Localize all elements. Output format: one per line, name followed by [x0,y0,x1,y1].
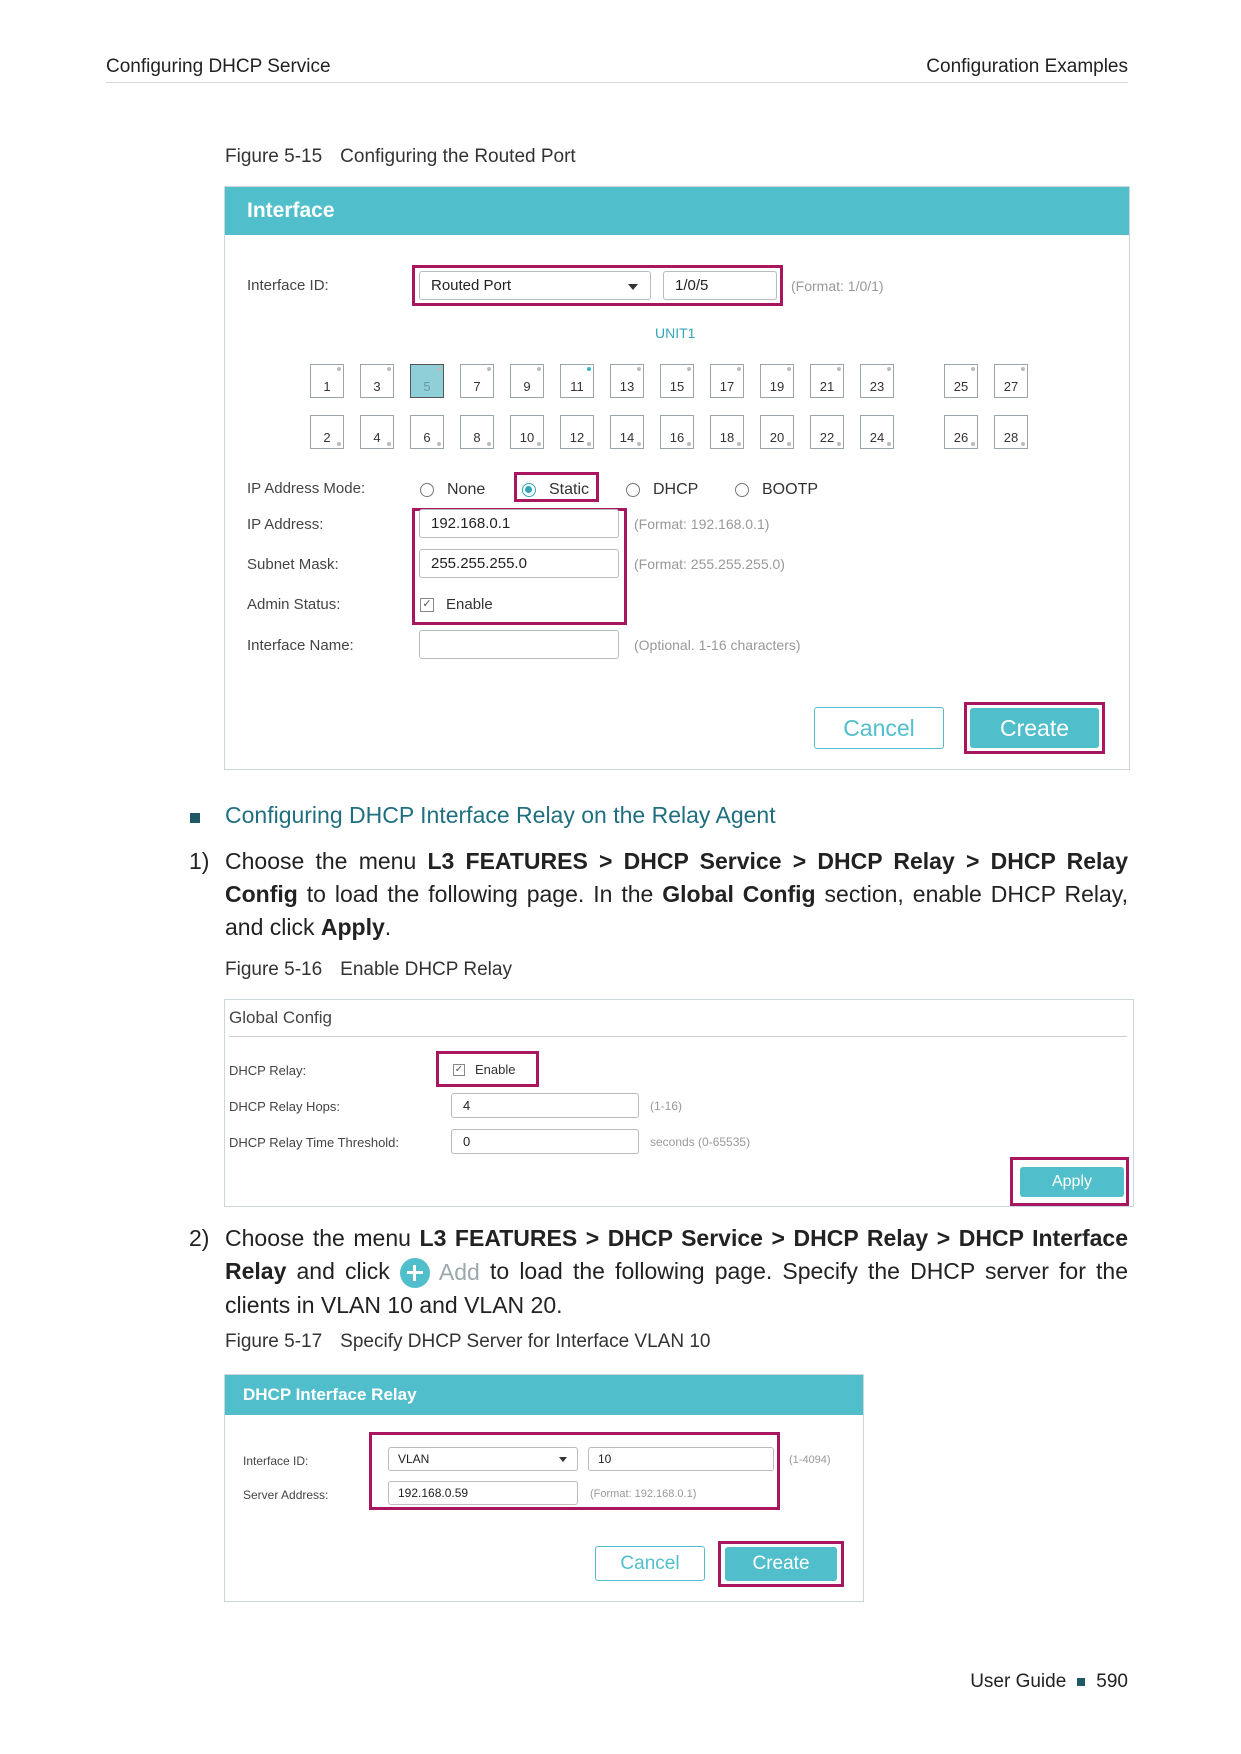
interface-type-value: Routed Port [431,277,512,294]
panel-divider [229,1036,1127,1037]
port-number: 14 [619,430,635,445]
port-27[interactable] [994,364,1028,398]
port-18[interactable] [710,415,744,449]
port-status-dot [971,442,975,446]
port-number: 4 [373,430,381,445]
subnet-mask-input[interactable]: 255.255.255.0 [419,549,619,578]
ip-format-hint: (Format: 192.168.0.1) [634,516,770,532]
port-number: 9 [523,379,531,394]
port-22[interactable] [810,415,844,449]
running-header-right: Configuration Examples [926,56,1128,77]
port-number: 19 [769,379,785,394]
interface-name-input[interactable] [419,630,619,659]
port-status-dot [537,367,541,371]
port-number: 10 [519,430,535,445]
time-threshold-input[interactable]: 0 [451,1129,639,1154]
port-number: 8 [473,430,481,445]
port-28[interactable] [994,415,1028,449]
figure-number: Figure 5-15 [225,146,323,167]
port-number: 23 [869,379,885,394]
port-12[interactable] [560,415,594,449]
text-run: to load the following page. Specify the DHCP server for the clients in VLAN 10 and VLAN 20. [225,1258,1128,1319]
relay-hops-input[interactable]: 4 [451,1093,639,1118]
port-25[interactable] [944,364,978,398]
radio-static[interactable] [522,481,589,499]
port-number: 15 [669,379,685,394]
port-number: 26 [953,430,969,445]
radio-circle [735,483,749,497]
radio-circle [420,483,434,497]
step-number: 2) [189,1225,210,1251]
text-run: and click [286,1258,400,1284]
name-format-hint: (Optional. 1-16 characters) [634,637,801,653]
chevron-down-icon [559,1457,567,1462]
step-number: 1) [189,848,210,874]
port-status-dot [637,442,641,446]
port-number: 24 [869,430,885,445]
port-status-dot [687,367,691,371]
admin-status-label: Admin Status: [247,596,341,613]
interface-type-value: VLAN [398,1452,430,1466]
port-number: 6 [423,430,431,445]
port-20[interactable] [760,415,794,449]
port-status-dot [337,442,341,446]
port-status-dot [587,442,591,446]
port-status-dot [737,367,741,371]
hops-range-hint: (1-16) [650,1099,683,1113]
menu-path: L3 FEATURES > DHCP Service > DHCP Relay > DHCP Interface Relay [225,1225,1128,1284]
port-15[interactable] [660,364,694,398]
figure-number: Figure 5-16 [225,959,323,980]
figure-caption [225,146,576,168]
add-label: Add [438,1259,480,1286]
global-config-panel [224,999,1134,1207]
interface-type-select[interactable] [388,1447,578,1471]
interface-id-input[interactable]: 1/0/5 [663,271,777,300]
port-number: 3 [373,379,381,394]
radio-bootp[interactable] [735,481,818,499]
mask-format-hint: (Format: 255.255.255.0) [634,556,785,572]
port-status-dot [887,442,891,446]
port-17[interactable] [710,364,744,398]
port-status-dot [437,367,441,371]
port-status-dot [487,442,491,446]
port-number: 22 [819,430,835,445]
port-status-dot [687,442,691,446]
interface-name-label: Interface Name: [247,637,354,654]
port-number: 27 [1003,379,1019,394]
admin-status-checkbox[interactable] [420,596,493,613]
vlan-range-hint: (1-4094) [789,1454,831,1466]
text-run: Choose the menu [225,848,428,874]
port-24[interactable] [860,415,894,449]
port-number: 1 [323,379,331,394]
port-status-dot [637,367,641,371]
cancel-button[interactable]: Cancel [595,1546,705,1581]
apply-button[interactable]: Apply [1020,1167,1124,1197]
port-number: 18 [719,430,735,445]
text-run: to load the following page. In the [297,881,663,907]
step-2-text [225,1222,1128,1322]
port-1[interactable] [310,364,344,398]
port-status-dot [437,442,441,446]
port-number: 20 [769,430,785,445]
panel-title: Global Config [229,1008,333,1027]
ip-address-input[interactable]: 192.168.0.1 [419,509,619,538]
interface-format-hint: (Format: 1/0/1) [791,278,884,294]
port-6[interactable] [410,415,444,449]
port-number: 11 [570,379,584,394]
radio-label: BOOTP [762,481,819,498]
radio-dhcp[interactable] [626,481,698,499]
section-heading: Configuring DHCP Interface Relay on the Relay Agent [225,802,776,828]
add-button-inline [400,1256,480,1289]
footer-separator [1077,1678,1085,1686]
port-status-dot [487,367,491,371]
port-21[interactable] [810,364,844,398]
port-16[interactable] [660,415,694,449]
port-status-dot [1021,442,1025,446]
port-26[interactable] [944,415,978,449]
interface-id-label: Interface ID: [243,1454,309,1468]
radio-label: None [447,481,486,498]
port-status-dot [387,442,391,446]
port-status-dot [587,367,591,371]
server-address-input[interactable]: 192.168.0.59 [388,1481,578,1505]
port-9[interactable] [510,364,544,398]
port-status-dot [387,367,391,371]
dhcp-relay-checkbox[interactable] [453,1062,515,1077]
port-number: 5 [423,379,431,394]
relay-hops-label: DHCP Relay Hops: [229,1099,341,1114]
port-status-dot [537,442,541,446]
port-23[interactable] [860,364,894,398]
checkbox-label: Enable [446,596,493,613]
port-8[interactable] [460,415,494,449]
radio-circle [626,483,640,497]
ip-mode-label: IP Address Mode: [247,480,366,497]
port-14[interactable] [610,415,644,449]
footer-label: User Guide [970,1671,1067,1692]
figure-number: Figure 5-17 [225,1331,323,1352]
unit-label: UNIT1 [655,325,696,341]
port-5[interactable] [410,364,444,398]
dhcp-relay-label: DHCP Relay: [229,1063,307,1078]
plus-circle-icon [400,1258,430,1288]
port-number: 7 [473,379,481,394]
port-2[interactable] [310,415,344,449]
page-number: 590 [1096,1671,1128,1692]
figure-title: Enable DHCP Relay [340,959,512,980]
port-number: 25 [953,379,969,394]
running-header-left: Configuring DHCP Service [106,56,331,77]
panel-title: DHCP Interface Relay [225,1375,863,1415]
port-10[interactable] [510,415,544,449]
subnet-mask-label: Subnet Mask: [247,556,339,573]
port-number: 2 [323,430,331,445]
check-icon: ✓ [420,598,434,612]
create-button[interactable]: Create [970,708,1099,748]
header-divider [106,82,1128,83]
ip-address-label: IP Address: [247,516,324,533]
port-status-dot [887,367,891,371]
radio-label: DHCP [653,481,699,498]
radio-circle-selected [522,483,536,497]
create-button[interactable]: Create [725,1547,837,1581]
port-number: 12 [569,430,585,445]
check-icon: ✓ [454,1063,464,1075]
port-status-dot [837,442,841,446]
port-3[interactable] [360,364,394,398]
interface-id-label: Interface ID: [247,277,329,294]
threshold-range-hint: seconds (0-65535) [650,1135,751,1149]
port-number: 17 [719,379,735,394]
port-status-dot [837,367,841,371]
port-19[interactable] [760,364,794,398]
port-status-dot [787,442,791,446]
text-run: section, enable DHCP Relay, and click [225,881,1128,940]
vlan-id-input[interactable]: 10 [588,1447,774,1471]
port-status-dot [337,367,341,371]
port-11[interactable] [560,364,594,398]
server-address-label: Server Address: [243,1488,329,1502]
button-name: Apply [320,914,385,940]
radio-none[interactable] [420,481,485,499]
step-1-text [225,845,1128,944]
checkbox-label: Enable [475,1062,516,1077]
port-number: 21 [819,379,835,394]
menu-path: L3 FEATURES > DHCP Service > DHCP Relay > DHCP Relay Config [225,848,1128,907]
text-run: . [384,914,392,940]
radio-label: Static [549,481,590,498]
port-status-dot [1021,367,1025,371]
port-status-dot [971,367,975,371]
time-threshold-label: DHCP Relay Time Threshold: [229,1135,400,1150]
port-number: 16 [669,430,685,445]
cancel-button[interactable]: Cancel [814,707,944,749]
port-number: 13 [619,379,635,394]
page-footer [970,1671,1128,1693]
bullet-square [190,813,200,823]
port-status-dot [737,442,741,446]
dhcp-interface-relay-panel [224,1374,864,1602]
figure-caption [225,1331,710,1353]
port-13[interactable] [610,364,644,398]
interface-panel [224,186,1130,770]
port-number: 28 [1003,430,1019,445]
figure-caption [225,959,512,981]
section-name: Global Config [662,881,816,907]
interface-type-select[interactable] [419,271,651,300]
server-format-hint: (Format: 192.168.0.1) [590,1488,697,1500]
text-run: Choose the menu [225,1225,420,1251]
port-7[interactable] [460,364,494,398]
chevron-down-icon [628,284,638,290]
panel-title: Interface [225,187,1129,235]
figure-title: Configuring the Routed Port [340,146,576,167]
port-4[interactable] [360,415,394,449]
figure-title: Specify DHCP Server for Interface VLAN 10 [340,1331,711,1352]
port-status-dot [787,367,791,371]
